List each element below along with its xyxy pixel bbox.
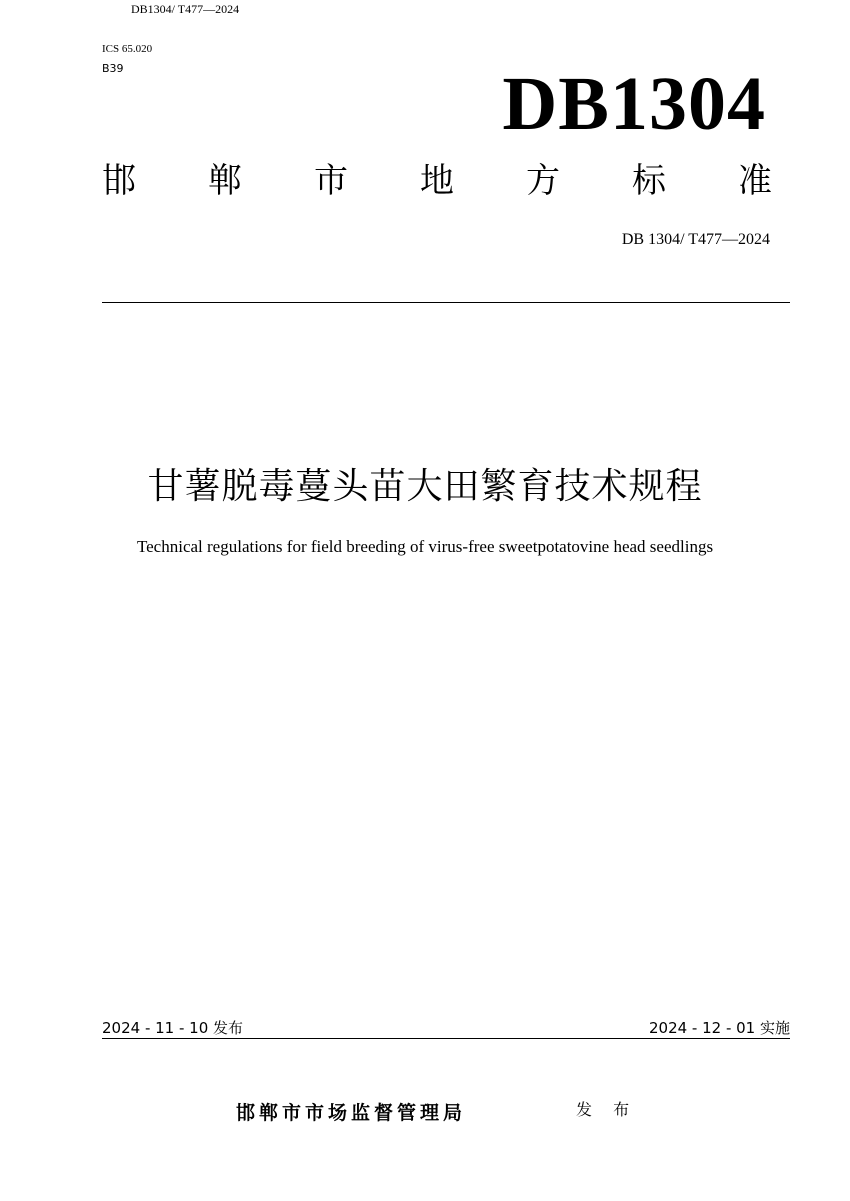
- standard-type-title: [102, 161, 772, 202]
- publisher-name: 邯郸市市场监督管理局: [236, 1102, 467, 1124]
- top-divider: [102, 302, 790, 303]
- bottom-divider: [102, 1038, 790, 1039]
- standard-brand-mark: DB1304: [502, 62, 766, 146]
- publish-label: 发 布: [576, 1100, 638, 1119]
- issue-date: 2024 - 11 - 10 发布: [102, 1019, 244, 1037]
- standard-type-char: 郸: [208, 161, 242, 201]
- standard-type-char: 准: [738, 161, 772, 201]
- ics-code: ICS 65.020: [102, 43, 153, 55]
- document-title-english: Technical regulations for field breeding of virus-free sweetpotatovine head seedlings: [136, 537, 714, 556]
- standard-number: DB 1304/ T477—2024: [621, 231, 770, 248]
- standard-type-char: 邯: [102, 161, 136, 201]
- document-title-chinese: 甘薯脱毒蔓头苗大田繁育技术规程: [147, 466, 703, 507]
- header-standard-code: DB1304/ T477—2024: [131, 2, 240, 16]
- ccs-code: B39: [102, 62, 124, 75]
- standard-type-char: 市: [314, 161, 348, 201]
- implementation-date: 2024 - 12 - 01 实施: [648, 1019, 790, 1037]
- standard-type-char: 地: [420, 161, 454, 201]
- standard-type-char: 方: [526, 161, 560, 201]
- standard-type-char: 标: [632, 161, 666, 201]
